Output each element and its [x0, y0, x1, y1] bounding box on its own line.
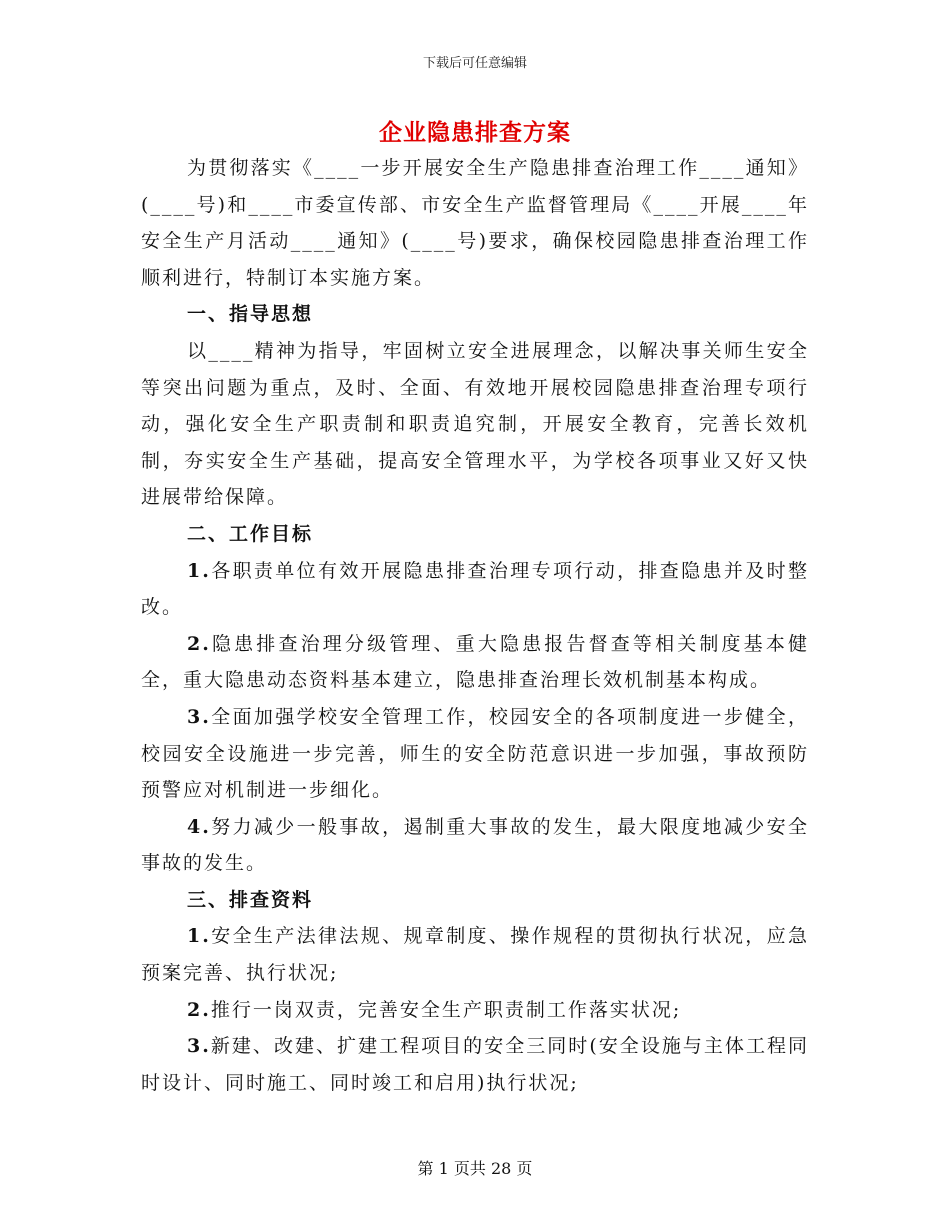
header-note: 下载后可任意编辑 [422, 56, 527, 71]
list-item [141, 1028, 809, 1101]
list-item [141, 626, 809, 699]
item-number: 1. [187, 925, 211, 948]
list-item [141, 699, 809, 809]
list-item [141, 992, 809, 1029]
item-text: 隐患排查治理分级管理、重大隐患报告督查等相关制度基本健全，重大隐患动态资料基本建立，隐患排查治理长效机制基本构成。 [141, 632, 809, 692]
section-1-paragraph: 以____精神为指导，牢固树立安全进展理念，以解决事关师生安全等突出问题为重点，及时、全面、有效地开展校园隐患排查治理专项行动，强化安全生产职责制和职责追究制，开展安全教育，完善长效机制，夯实安全生产基础，提高安全管理水平，为学校各项事业又好又快进展带给保障。 [141, 339, 809, 509]
item-number: 4. [187, 815, 211, 838]
document-body [141, 150, 809, 1101]
intro-paragraph: 为贯彻落实《____一步开展安全生产隐患排查治理工作____通知》(____号)和____市委宣传部、市安全生产监督管理局《____开展____年安全生产月活动____通知》(____号)要求，确保校园隐患排查治理工作顺利进行，特制订本实施方案。 [141, 157, 809, 289]
section-heading-1: 一、指导思想 [187, 303, 314, 326]
list-item [141, 809, 809, 882]
item-number: 3. [187, 1035, 211, 1058]
list-item [141, 918, 809, 991]
item-text: 各职责单位有效开展隐患排查治理专项行动，排查隐患并及时整改。 [141, 559, 809, 619]
item-number: 1. [187, 559, 211, 582]
item-text: 安全生产法律法规、规章制度、操作规程的贯彻执行状况，应急预案完善、执行状况; [141, 925, 809, 985]
item-text: 全面加强学校安全管理工作，校园安全的各项制度进一步健全，校园安全设施进一步完善，师生的安全防范意识进一步加强，事故预防预警应对机制进一步细化。 [141, 705, 809, 802]
section-heading-2: 二、工作目标 [187, 522, 314, 545]
section-heading-3: 三、排查资料 [187, 888, 314, 911]
item-text: 推行一岗双责，完善安全生产职责制工作落实状况; [210, 998, 682, 1021]
item-text: 新建、改建、扩建工程项目的安全三同时(安全设施与主体工程同时设计、同时施工、同时竣工和启用)执行状况; [141, 1035, 809, 1094]
item-number: 3. [187, 705, 211, 728]
item-text: 努力减少一般事故，遏制重大事故的发生，最大限度地减少安全事故的发生。 [141, 815, 809, 875]
page-number: 第 1 页共 28 页 [417, 1159, 533, 1178]
item-number: 2. [187, 998, 211, 1021]
item-number: 2. [187, 632, 211, 655]
document-title: 企业隐患排查方案 [379, 119, 571, 146]
list-item [141, 553, 809, 626]
